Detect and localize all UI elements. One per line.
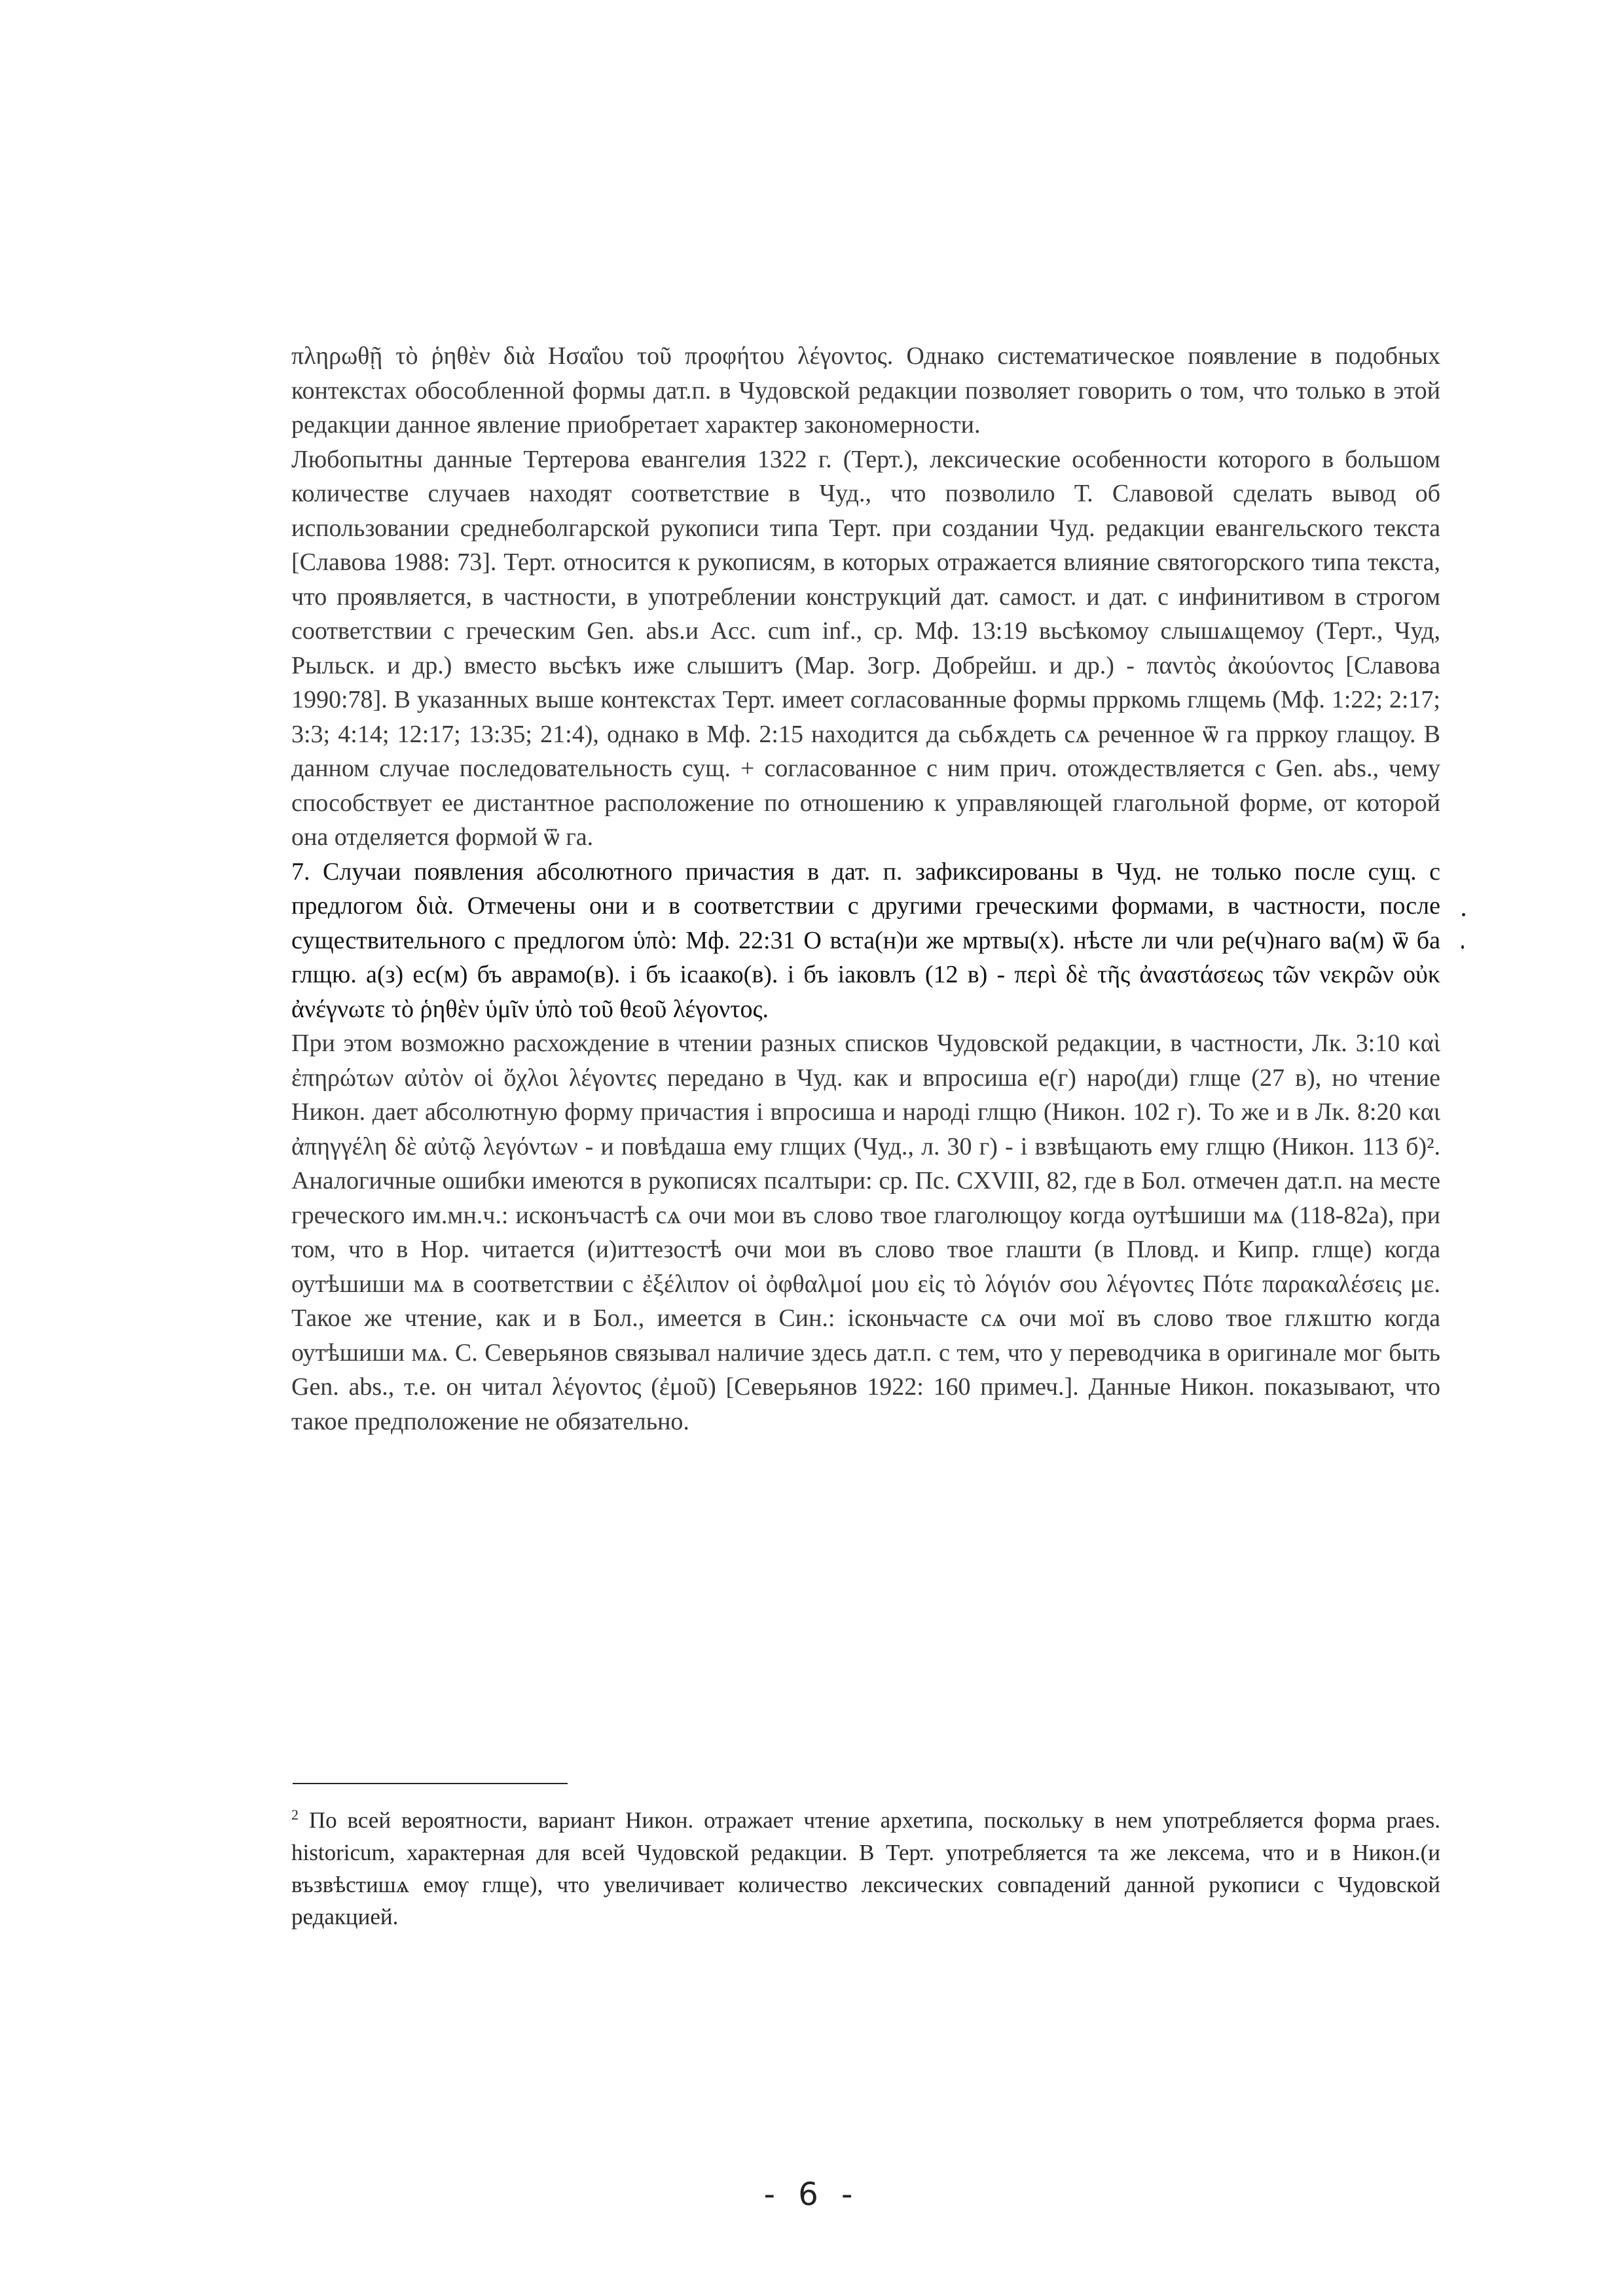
footnote-divider: [293, 1783, 568, 1784]
paragraph-3: 7. Случаи появления абсолютного причастия в дат. п. зафиксированы в Чуд. не только после сущ. с предлогом διὰ. Отмечены они и в соответствии с другими греческими формами, в частности, после существительного с предлогом ὑπὸ: Мф. 22:31 О вста(н)и же мртвы(х). нѣсте ли чли ре(ч)наго ва(м) ѿ ба глщю. а(з) ес(м) бъ аврамо(в). і бъ ісаако(в). і бъ іаковлъ (12 в) - περὶ δὲ τῆς ἀναστάσεως τῶν νεκρῶν οὐκ ἀνέγνωτε τὸ ῥηθὲν ὑμῖν ὑπὸ τοῦ θεοῦ λέγοντος.: [291, 857, 1440, 1023]
scan-speck: [1461, 945, 1464, 949]
paragraph-2: Любопытны данные Тертерова евангелия 1322 г. (Терт.), лексические особенности которого в большом количестве случаев находят соответствие в Чуд., что позволило Т. Славовой сделать вывод об использовании среднеболгарской рукописи типа Терт. при создании Чуд. редакции евангельского текста [Славова 1988: 73]. Терт. относится к рукописям, в которых отражается влияние святогорского типа текста, что проявляется, в частности, в употреблении конструкций дат. самост. и дат. с инфинитивом в строгом соответствии с греческим Gen. abs.и Acc. cum inf., ср. Мф. 13:19 вьсѣкомоу слышѧщемоу (Терт., Чуд, Рыльск. и др.) вместо вьсѣкъ иже слышитъ (Мар. Зогр. Добрейш. и др.) - παντὸς ἀκούοντος [Славова 1990:78]. В указанных выше контекстах Терт. имеет согласованные формы прркомь глщемь (Мф. 1:22; 2:17; 3:3; 4:14; 12:17; 13:35; 21:4), однако в Мф. 2:15 находится да сьбѫдеть сѧ реченное ѿ га прркоу глащоу. В данном случае последовательность сущ. + согласованное с ним прич. отождествляется с Gen. abs., чему способствует ее дистантное расположение по отношению к управляющей глагольной форме, от которой она отделяется формой ѿ га.: [291, 445, 1440, 851]
body-text: [291, 339, 1440, 1439]
paragraph-4: При этом возможно расхождение в чтении разных списков Чудовской редакции, в частности, Лк. 3:10 καὶ ἐπηρώτων αὐτὸν οἱ ὄχλοι λέγοντες передано в Чуд. как и впросиша е(г) наро(ди) глще (27 в), но чтение Никон. дает абсолютную форму причастия і впросиша и народі глщю (Никон. 102 г). То же и в Лк. 8:20 και ἀπηγγέλη δὲ αὐτῷ λεγόντων - и повѣдаша ему глщих (Чуд., л. 30 г) - і взвѣщають ему глщю (Никон. 113 б)². Аналогичные ошибки имеются в рукописях псалтыри: ср. Пс. CXVIII, 82, где в Бол. отмечен дат.п. на месте греческого им.мн.ч.: исконъчастѣ сѧ очи мои въ слово твое глаголющоу когда оутѣшиши мѧ (118-82а), при том, что в Нор. читается (и)иттезостѣ очи мои въ слово твое глашти (в Пловд. и Кипр. глще) когда оутѣшиши мѧ в соответствии с ἐξέλιπον οἱ ὀφθαλμοί μου εἰς τὸ λόγιόν σου λέγοντες Πότε παρακαλέσεις με. Такое же чтение, как и в Бол., имеется в Син.: ісконьчасте сѧ очи мої въ слово твое глѫштю когда оутѣшиши мѧ. С. Северьянов связывал наличие здесь дат.п. с тем, что у переводчика в оригинале мог быть Gen. abs., т.е. он читал λέγοντος (ἐμοῦ) [Северьянов 1922: 160 примеч.]. Данные Никон. показывают, что такое предположение не обязательно.: [291, 1030, 1440, 1435]
footnote-marker: 2: [291, 1806, 299, 1823]
footnote: [291, 1799, 1440, 1933]
paragraph-1: πληρωθῇ τὸ ῥηθὲν διὰ Ησαΐου τοῦ προφήτου λέγοντος. Однако систематическое появление в подобных контекстах обособленной формы дат.п. в Чудовской редакции позволяет говорить о том, что только в этой редакции данное явление приобретает характер закономерности.: [291, 342, 1440, 439]
scan-speck: [1462, 913, 1465, 916]
footnote-text: По всей вероятности, вариант Никон. отражает чтение архетипа, поскольку в нем употребляется форма praes. historicum, характерная для всей Чудовской редакции. В Терт. употребляется та же лексема, что и в Никон.(и възвѣстишѧ емѹ глще), что увеличивает количество лексических совпадений данной рукописи с Чудовской редакцией.: [291, 1807, 1440, 1929]
page-number: - 6 -: [763, 2176, 860, 2213]
